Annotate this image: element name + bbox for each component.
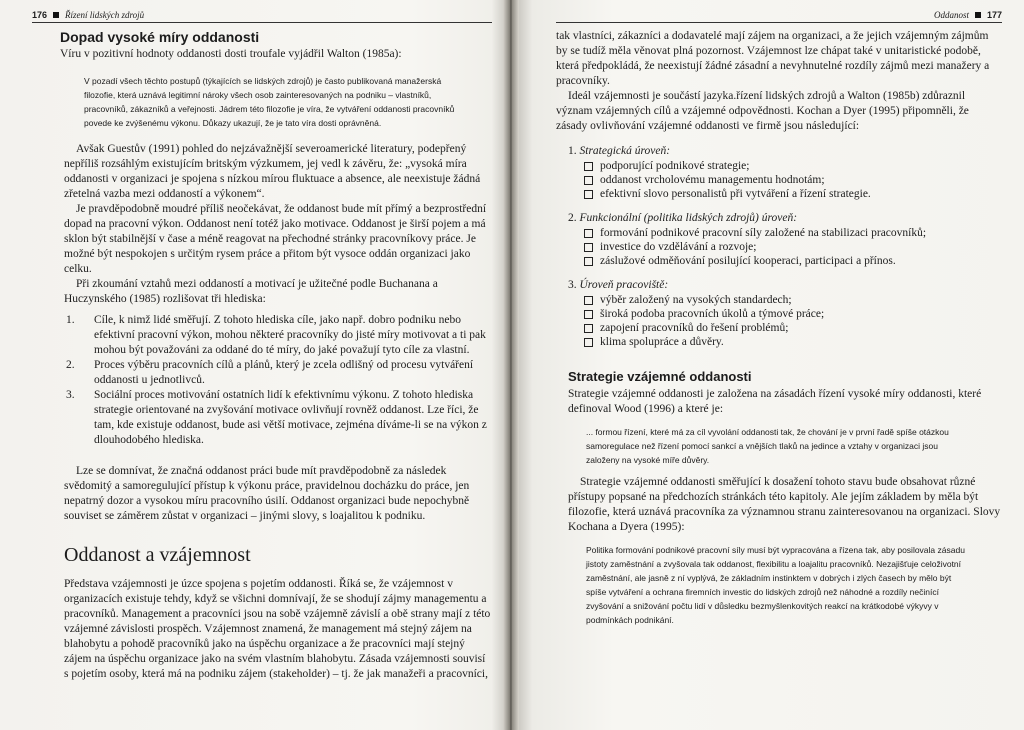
left-page — [0, 0, 506, 730]
level-title: Strategická úroveň: — [579, 145, 671, 157]
level-block: 3. Úroveň pracoviště: výběr založený na vysokých standardech; široká podoba pracovních úkolů a týmové práce; zapojení pracovníků do řešení problémů; klima spolupráce a důvěry. — [556, 278, 1002, 349]
square-bullet-icon — [584, 190, 593, 199]
list-item: formování podnikové pracovní síly založené na stabilizaci pracovníků; — [584, 226, 1002, 240]
level-title: Úroveň pracoviště: — [579, 279, 669, 291]
right-page — [518, 0, 1024, 730]
subsection-title: Strategie vzájemné oddanosti — [568, 369, 752, 384]
walton-quote: V pozadí všech těchto postupů (týkajících se lidských zdrojů) je často publikovaná manažerská filozofie, která uznává legitimní nároky všech osob zainteresovaných na podniku – vlastníků, pracovníků, zákazníků a veřejnosti. Jádrem této filozofie je víra, že vytváření oddanosti pracovníků povede ke zvýšenému výkonu. Důkazy ukazují, že je tato víra dosti oprávněná. — [84, 76, 455, 128]
list-item: zapojení pracovníků do řešení problémů; — [584, 321, 1002, 335]
level-block: 2. Funkcionální (politika lidských zdrojů) úroveň: formování podnikové pracovní síly založené na stabilizaci pracovníků; investice do vzdělávání a rozvoje; záslužové odměňování posilující kooperaci, participaci a přínos. — [556, 211, 1002, 268]
square-bullet-icon — [584, 176, 593, 185]
left-running-head: Řízení lidských zdrojů — [65, 10, 145, 20]
left-page-header — [32, 8, 492, 23]
list-item: klima spolupráce a důvěry. — [584, 335, 1002, 349]
paragraph-mutuality: Představa vzájemnosti je úzce spojena s pojetím oddanosti. Říká se, že vzájemnost v organizacích existuje tehdy, když se všichni domnívají, že se shodují zájmy managementu a pracovníků. Management a pracovníci jsou na sobě vzájemně závislí a obě strany mají z této vzájemné závislosti prospěch. Vzájemnost znamená, že management má stejný zájem na blahobytu a pohodě pracovníků jako na úspěchu organizace a že pracovníci mají stejný zájem na úspěchu organizace jako na svém vlastním blahobytu. Zásada vzájemnosti souvisí s pojetím osoby, která má na podniku zájem (stakeholder) – tj. že jak manažeři a pracovníci, — [64, 578, 491, 680]
square-bullet-icon — [584, 338, 593, 347]
right-page-header — [556, 8, 1002, 23]
square-bullet-icon — [584, 162, 593, 171]
level-title: Funkcionální (politika lidských zdrojů) úroveň: — [579, 212, 798, 224]
kochan-dyer-quote: Politika formování podnikové pracovní síly musí být vypracována a řízena tak, aby posilovala zásadu jistoty zaměstnání a zvyšovala tak oddanost, flexibilitu a loajalitu pracovníků. Nezajišťuje celoživotní zaměstnání, ale jasně z ní vyplývá, že základním instinktem v dobrých i zlých časech by mělo být spíše vytváření a ochrana firemních investic do lidských zdrojů než náhodné a rozdíly nečinící zvyšování a snižování počtu lidí v důsledku bezmyšlenkovitých reakcí na krátkodobé výkyvy v podmínkách podnikání. — [586, 545, 965, 625]
book-gutter — [503, 0, 519, 730]
square-bullet-icon — [584, 229, 593, 238]
left-page-number: 176 — [32, 10, 48, 20]
list-item: oddanost vrcholovému managementu hodnotám; — [584, 173, 1002, 187]
section2-title: Oddanost a vzájemnost — [64, 544, 251, 566]
list-item: 1. Cíle, k nimž lidé směřují. Z tohoto hlediska cíle, jako např. dobro podniku nebo efektivní pracovní výkon, mohou některé pracovníky do jisté míry motivovat a ti pak mohou být považováni za oddané do té míry, do jaké považují tyto cíle za vlastní. — [66, 314, 486, 356]
paragraph-ideal: Ideál vzájemnosti je součástí jazyka.řízení lidských zdrojů a Walton (1985b) zdůraznil význam vzájemných cílů a vzájemné odpovědnosti. Kochan a Dyer (1995) připomněli, že zásady ovlivňování vzájemné oddanosti ve firmě jsou následující: — [556, 90, 969, 132]
list-item: investice do vzdělávání a rozvoje; — [584, 240, 1002, 254]
paragraph-continuation: tak vlastníci, zákazníci a dodavatelé mají zájem na organizaci, a že jejich vzájemným zájmům by se tudíž měla věnovat plná pozornost. Vzájemnost lze chápat také v unitaristické podobě, která předpokládá, že neexistují žádné zásadní a nevyhnutelné rozdíly zájmů mezi manažery a pracovníky. — [556, 30, 990, 87]
list-item: široká podoba pracovních úkolů a týmové práce; — [584, 307, 1002, 321]
list-item: podporující podnikové strategie; — [584, 159, 1002, 173]
list-item: záslužové odměňování posilující kooperaci, participaci a přínos. — [584, 254, 1002, 268]
paragraph-motivation: Je pravděpodobně moudré příliš neočekávat, že oddanost bude mít přímý a bezprostřední dopad na pracovní výkon. Oddanost není totéž jako motivace. Oddanost je širší pojem a má sklon být stabilnější v čase a méně reagovat na přechodné stránky pracovníkovy práce. Je možné být nespokojen s určitým rysem práce a přitom být vysoce oddán organizaci jako celku. — [64, 203, 487, 275]
header-square-icon — [53, 12, 59, 18]
paragraph-guest: Avšak Guestův (1991) pohled do nejzávažnější severoamerické literatury, podepřený nepříliš rozsáhlým existujícím britským výzkumem, jej vedl k závěru, že: „vysoká míra oddanosti v organizaci je spojena s nízkou mírou fluktuace a absence, ale neexistuje žádná zřetelná vazba mezi oddaností a výkonem“. — [64, 143, 481, 200]
paragraph-buchanan: Při zkoumání vztahů mezi oddaností a motivací je užitečné podle Buchanana a Huczynského (1985) rozlišovat tři hlediska: — [64, 278, 438, 305]
square-bullet-icon — [584, 324, 593, 333]
list-item: 2. Proces výběru pracovních cílů a plánů, který je zcela odlišný od procesu vytváření oddanosti u jednotlivců. — [66, 359, 474, 386]
paragraph-conclusion: Lze se domnívat, že značná oddanost práci bude mít pravděpodobně za následek svědomitý a samoregulující přístup k výkonu práce, pravidelnou docházku do práce, jen nepatrný dozor a vysokou míru pracovního úsilí. Oddanost organizaci bude nepochybně souviset se záměrem zůstat v organizaci – jinými slovy, s loajalitou k podniku. — [64, 465, 470, 522]
paragraph-strategy: Strategie vzájemné oddanosti je založena na zásadách řízení vysoké míry oddanosti, které definoval Wood (1996) a které je: — [568, 388, 982, 415]
intro-paragraph: Víru v pozitivní hodnoty oddanosti dosti troufale vyjádřil Walton (1985a): — [60, 48, 402, 60]
list-item: efektivní slovo personalistů při vytváření a řízení strategie. — [584, 187, 1002, 201]
wood-quote: ... formou řízení, které má za cíl vyvolání oddanosti tak, že chování je v první řadě spíše otázkou samoregulace než řízení pomocí sankcí a vnějších tlaků na jedince a vztahy v organizaci jsou založeny na vysoké míře důvěry. — [586, 427, 949, 465]
right-page-number: 177 — [986, 10, 1002, 20]
list-item: výběr založený na vysokých standardech; — [584, 293, 1002, 307]
perspectives-list — [32, 313, 492, 448]
paragraph-approach: Strategie vzájemné oddanosti směřující k dosažení tohoto stavu bude obsahovat různé přístupy popsané na předchozích stránkách této kapitoly. Ale jejím základem by měla být filozofie, která uznává pracovníka za významnou stranu zainteresovanou na organizaci. Slovy Kochana a Dyera (1995): — [568, 476, 1001, 533]
square-bullet-icon — [584, 296, 593, 305]
right-running-head: Oddanost — [933, 10, 969, 20]
list-item: 3. Sociální proces motivování ostatních lidí k efektivnímu výkonu. Z tohoto hlediska strategie orientované na zvyšování motivace ovlivňují rovněž oddanost. Lze říci, že tam, kde existuje oddanost, bude asi větší motivace, zejména díváme-li se na výkon z dlouhodobého hlediska. — [66, 389, 487, 446]
level-block: 1. Strategická úroveň: podporující podnikové strategie; oddanost vrcholovému managementu hodnotám; efektivní slovo personalistů při vytváření a řízení strategie. — [556, 144, 1002, 201]
header-square-icon — [975, 12, 981, 18]
section-title: Dopad vysoké míry oddanosti — [60, 29, 260, 45]
square-bullet-icon — [584, 243, 593, 252]
square-bullet-icon — [584, 310, 593, 319]
square-bullet-icon — [584, 257, 593, 266]
